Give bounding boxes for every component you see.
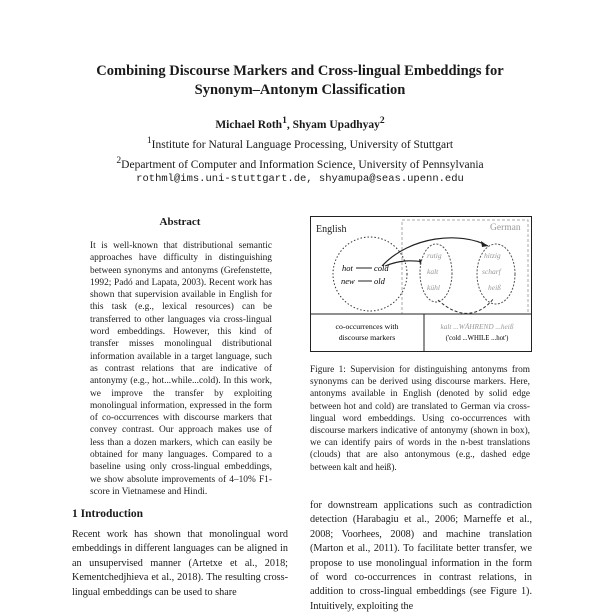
- word-kuehl: kühl: [427, 283, 440, 292]
- box-example-german: kalt ...WÄHREND ...heiß: [440, 322, 514, 331]
- word-hitzig: hitzig: [484, 251, 501, 260]
- author-2: Shyam Upadhyay: [292, 118, 380, 131]
- figure-1-caption: Figure 1: Supervision for distinguishing antonyms from synonyms can be derived using discourse markers. Here, antonyms available in English (denoted by solid edge between hot and cold) are translated to German via cross-lingual word embeddings. Using co-occurrences with discourse markers indicative of antonymy (shown in box), we can identify pairs of words in the n-best translations (clouds) that are also antonymous (e.g., dashed edge between kalt and heiß).: [310, 365, 530, 473]
- box-example-english: ('cold ...WHILE ...hot'): [445, 335, 509, 342]
- affiliation-2: $^2$Department of Computer and Information Science, University of Pennsylvania: [116, 154, 484, 171]
- abstract-text: It is well-known that distributional semantic approaches have difficulty in distinguishing between synonyms and antonyms (Grefenstette, 1992; Padó and Lapata, 2003). Recent work has shown that supervision available in English for this task (e.g., lexical resources) can be transferred to other languages via cross-lingual word embeddings. However, this kind of transfer misses monolingual distributional information available in a target language, such as contrast relations that are indicative of antonymy (e.g., hot...while...cold). In this work, we improve the transfer by exploiting monolingual information, expressed in the form of co-occurrences with discourse markers that convey contrast. Our approach makes use of less than a dozen markers, which can easily be obtained for many languages. Compared to a baseline using only cross-lingual embeddings, we show absolute improvements of 4–10% F1-score in Vietnamese and Hindi.: [90, 241, 272, 497]
- word-cold: cold: [374, 263, 389, 273]
- word-new: new: [341, 276, 355, 286]
- word-scharf: scharf: [482, 267, 501, 276]
- author-block: [60, 113, 540, 187]
- word-rutig: rutig: [427, 251, 442, 260]
- affiliation-1-text: Institute for Natural Language Processing, University of Stuttgart: [151, 138, 454, 151]
- paper-title: [60, 62, 540, 100]
- author-names: Michael Roth$^1$, Shyam Upadhyay$^2$: [215, 115, 385, 131]
- author-separator: ,: [286, 118, 293, 131]
- affiliation-2-text: Department of Computer and Information Science, University of Pennsylvania: [121, 158, 484, 171]
- box-label-line-2: discourse markers: [338, 333, 396, 342]
- introduction-text: Recent work has shown that monolingual word embeddings in different languages can be aligned in an unsupervised manner (Artetxe et al., 2018; Kementchedjhieva et al., 2018). The resulting cross-lingual embeddings can be used to share: [72, 529, 288, 598]
- right-column-body-text: for downstream applications such as contradiction detection (Harabagiu et al., 2006; Marneffe et al., 2008; Voorhees, 2008) and machine translation (Marton et al., 2011). To facilitate better transfer, we propose to use monolingual information in the form of word co-occurrences in contrast relations, in addition to cross-lingual embeddings (see Figure 1). Intuitively, exploiting the: [310, 500, 532, 612]
- section-heading-introduction: 1 Introduction: [72, 508, 144, 520]
- box-label-line-1: co-occurrences with: [335, 322, 399, 331]
- german-label: German: [490, 223, 521, 233]
- figure-1-diagram: [310, 216, 532, 352]
- title-line-2: Synonym–Antonym Classification: [194, 82, 406, 98]
- affiliation-1: $^1$Institute for Natural Language Processing, University of Stuttgart: [146, 134, 454, 151]
- word-heiss: heiß: [488, 283, 501, 292]
- word-hot: hot: [342, 263, 353, 273]
- abstract-heading: Abstract: [159, 216, 201, 228]
- title-line-1: Combining Discourse Markers and Cross-lingual Embeddings for: [96, 63, 504, 79]
- word-kalt: kalt: [427, 267, 439, 276]
- author-emails: rothml@ims.uni-stuttgart.de, shyamupa@seas.upenn.edu: [136, 173, 464, 186]
- figure-1: [310, 216, 532, 352]
- word-old: old: [374, 276, 385, 286]
- english-label: English: [316, 224, 347, 235]
- author-1: Michael Roth: [215, 118, 283, 131]
